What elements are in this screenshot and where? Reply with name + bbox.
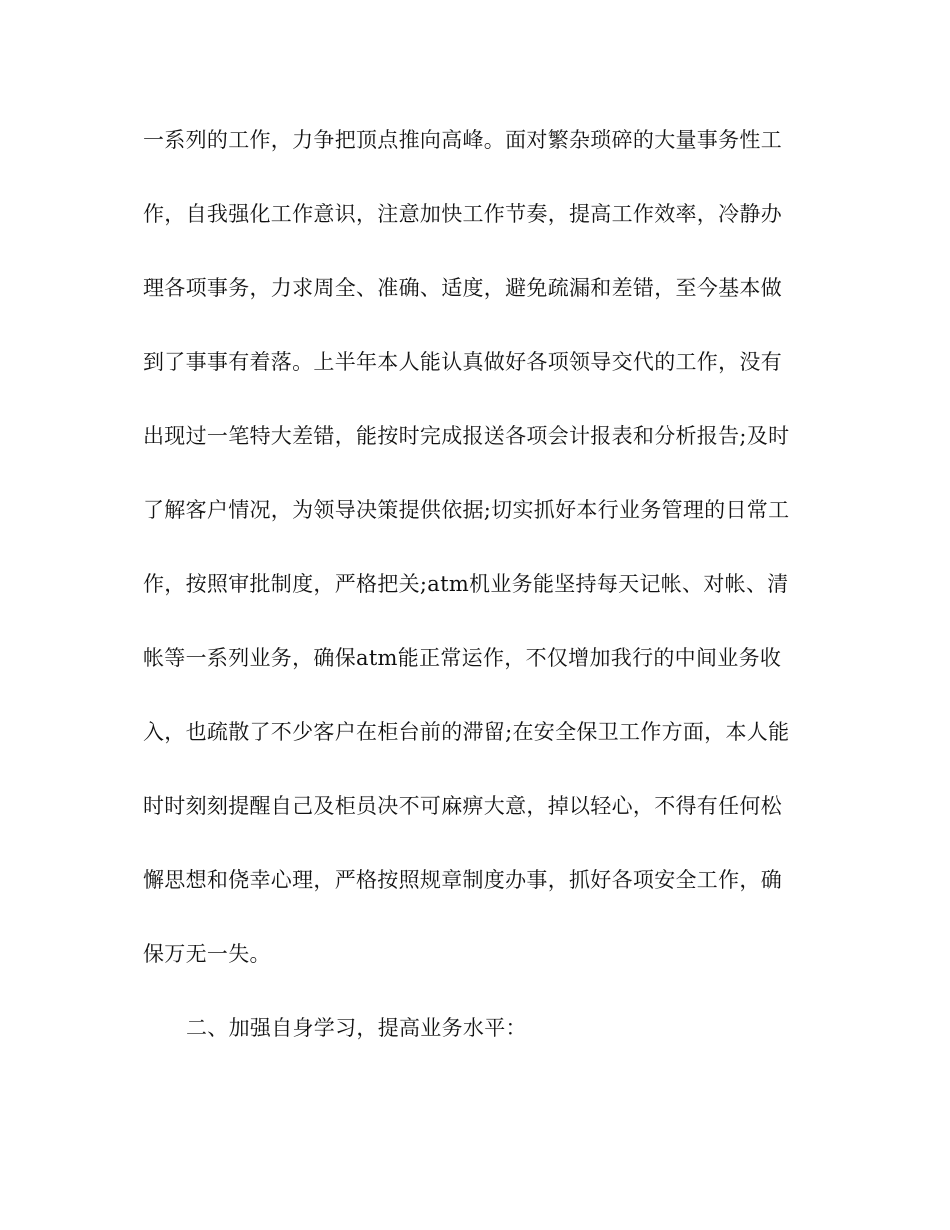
paragraph-line: 帐等一系列业务，确保atm能正常运作，不仅增加我行的中间业务收 — [143, 646, 782, 670]
paragraph-line: 理各项事务，力求周全、准确、适度，避免疏漏和差错，至今基本做 — [143, 276, 782, 300]
paragraph-line: 作，自我强化工作意识，注意加快工作节奏，提高工作效率，冷静办 — [143, 202, 782, 226]
section-heading: 二、加强自身学习，提高业务水平： — [186, 1016, 527, 1040]
paragraph-line: 作，按照审批制度，严格把关;atm机业务能坚持每天记帐、对帐、清 — [143, 572, 789, 596]
paragraph-line: 保万无一失。 — [143, 942, 271, 966]
paragraph-line: 一系列的工作，力争把顶点推向高峰。面对繁杂琐碎的大量事务性工 — [143, 128, 782, 152]
paragraph-line: 时时刻刻提醒自己及柜员决不可麻痹大意，掉以轻心，不得有任何松 — [143, 794, 782, 818]
paragraph-line: 入，也疏散了不少客户在柜台前的滞留;在安全保卫工作方面，本人能 — [143, 720, 790, 744]
paragraph-line: 到了事事有着落。上半年本人能认真做好各项领导交代的工作，没有 — [143, 350, 782, 374]
paragraph-line: 出现过一笔特大差错，能按时完成报送各项会计报表和分析报告;及时 — [143, 424, 790, 448]
paragraph-line: 懈思想和侥幸心理，严格按照规章制度办事，抓好各项安全工作，确 — [143, 868, 782, 892]
paragraph-line: 了解客户情况，为领导决策提供依据;切实抓好本行业务管理的日常工 — [143, 498, 790, 522]
